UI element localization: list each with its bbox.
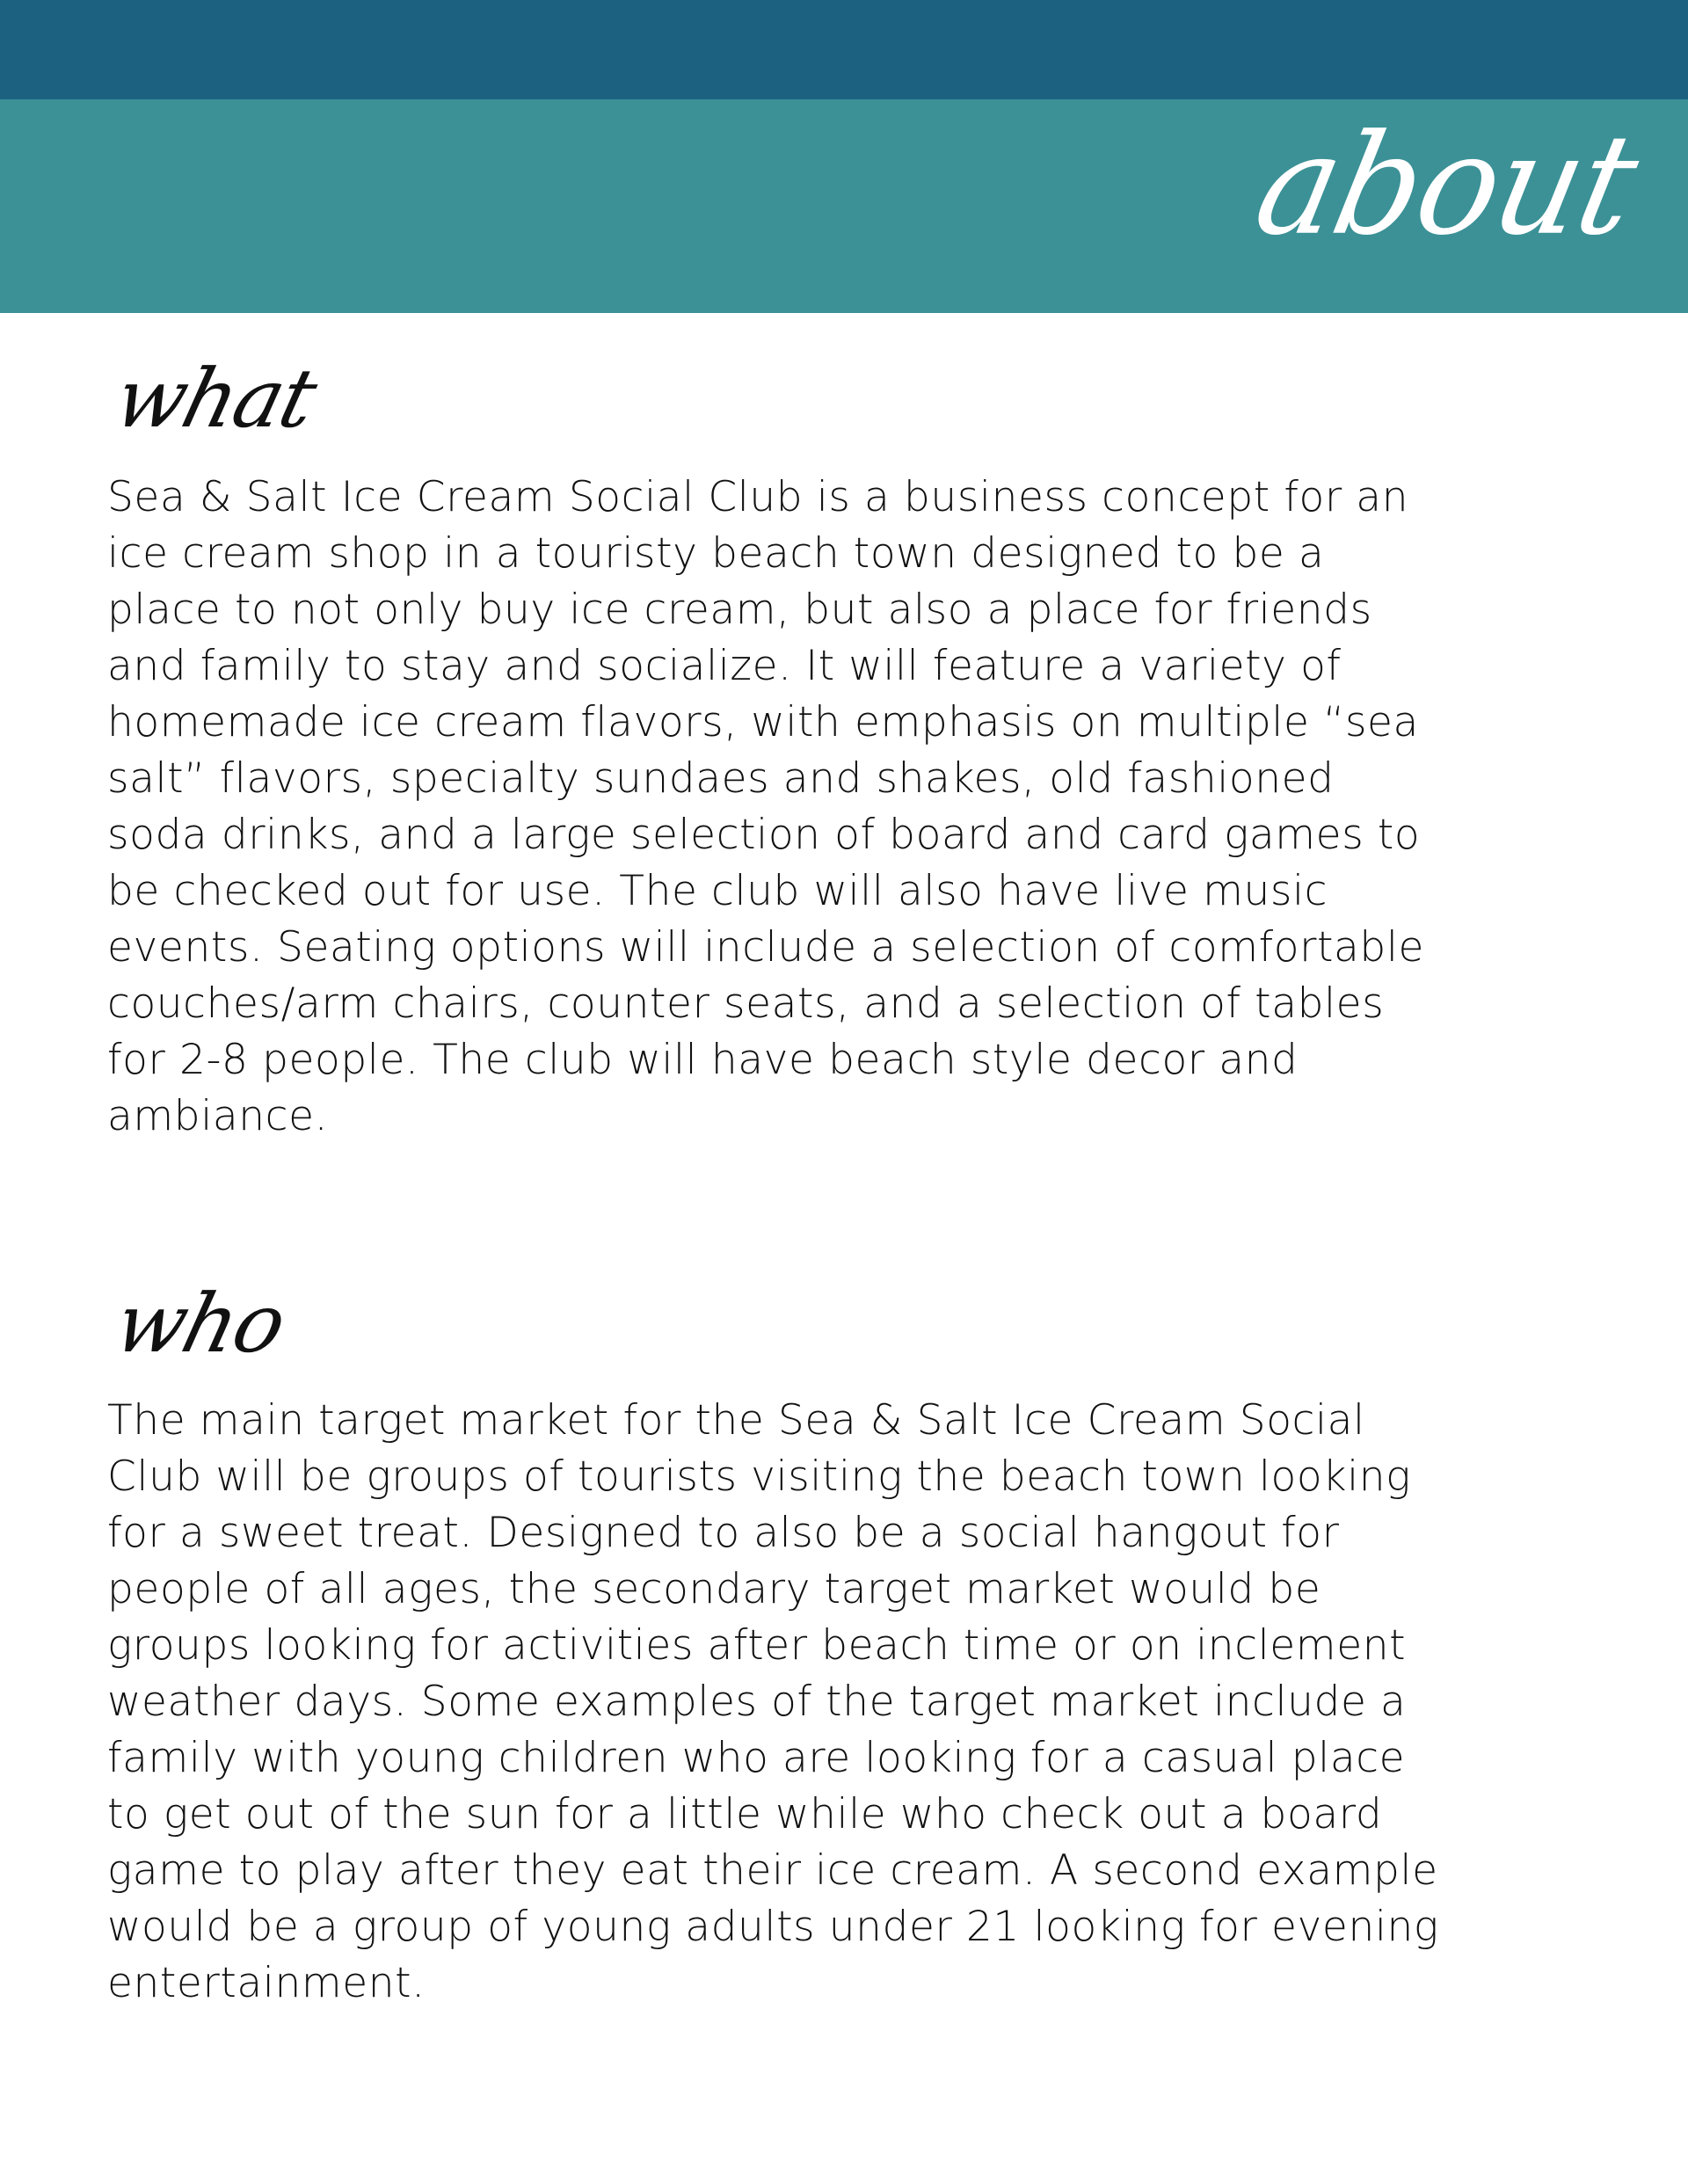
text-line: groups looking for activities after beach time or on inclement <box>107 1621 1407 1670</box>
text-line: entertainment. <box>107 1959 426 2007</box>
section-body-who <box>107 1393 1602 2012</box>
text-line: events. Seating options will include a selection of comfortable <box>107 923 1425 972</box>
text-line: couches/arm chairs, counter seats, and a selection of tables <box>107 979 1385 1028</box>
text-line: game to play after they eat their ice cream. A second example <box>107 1846 1438 1895</box>
text-line: ambiance. <box>107 1092 329 1140</box>
text-line: be checked out for use. The club will also have live music <box>107 867 1328 915</box>
text-line: soda drinks, and a large selection of board and card games to <box>107 811 1421 859</box>
text-line: people of all ages, the secondary target market would be <box>107 1565 1321 1613</box>
text-line: homemade ice cream flavors, with emphasis on multiple “sea <box>107 698 1419 746</box>
text-line: would be a group of young adults under 21 looking for evening <box>107 1903 1439 1951</box>
text-line: salt” flavors, specialty sundaes and shakes, old fashioned <box>107 754 1335 803</box>
text-line: ice cream shop in a touristy beach town designed to be a <box>107 529 1325 578</box>
page-title: about <box>1243 105 1650 266</box>
text-line: weather days. Some examples of the target market include a <box>107 1678 1407 1726</box>
section-body-what <box>107 470 1602 1145</box>
text-line: Club will be groups of tourists visiting the beach town looking <box>107 1452 1411 1501</box>
top-color-band <box>0 0 1688 99</box>
text-line: to get out of the sun for a little while who check out a board <box>107 1790 1383 1838</box>
text-line: for 2-8 people. The club will have beach style decor and <box>107 1036 1299 1084</box>
text-line: The main target market for the Sea & Salt Ice Cream Social <box>107 1396 1365 1445</box>
section-heading-what: what <box>106 352 324 446</box>
text-line: for a sweet treat. Designed to also be a social hangout for <box>107 1509 1340 1557</box>
text-line: Sea & Salt Ice Cream Social Club is a business concept for an <box>107 473 1409 521</box>
text-line: place to not only buy ice cream, but also a place for friends <box>107 586 1372 634</box>
section-heading-who: who <box>106 1277 295 1371</box>
text-line: and family to stay and socialize. It will feature a variety of <box>107 642 1342 690</box>
text-line: family with young children who are looking for a casual place <box>107 1734 1406 1782</box>
